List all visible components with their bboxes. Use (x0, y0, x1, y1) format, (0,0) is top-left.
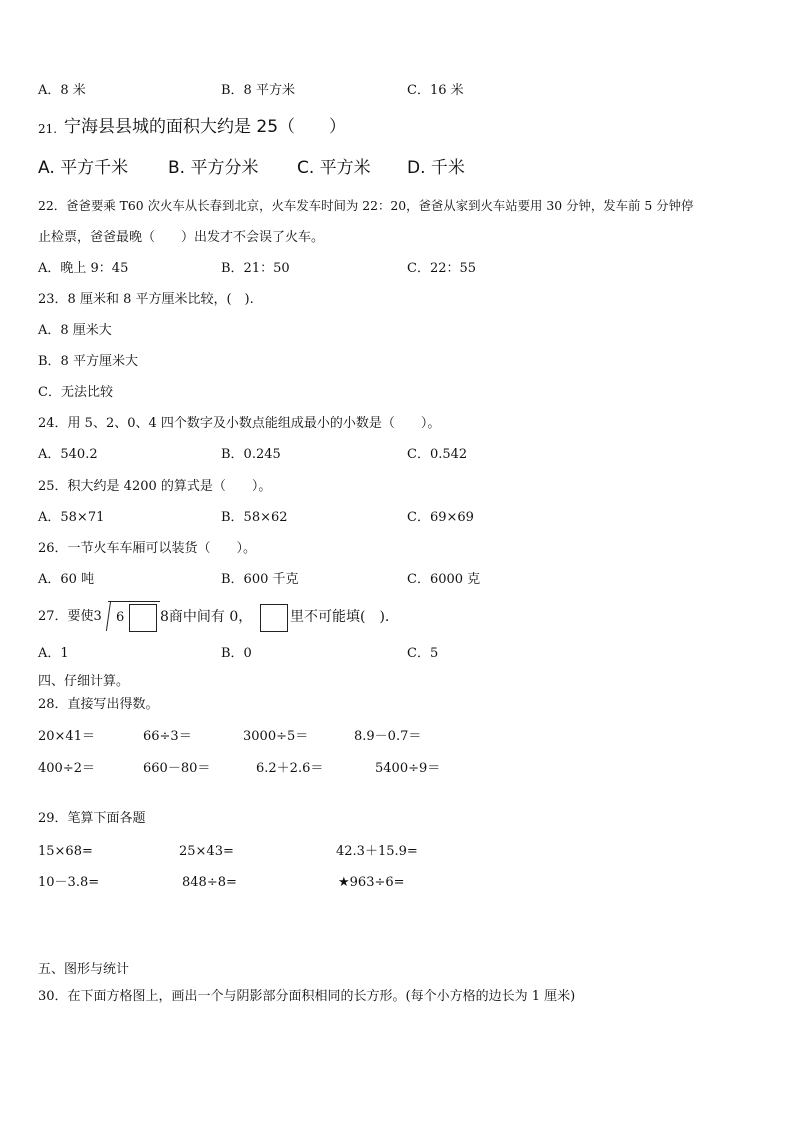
q29-r1-c2: 25×43= (179, 844, 234, 859)
q28-r1-c3: 3000÷5＝ (243, 729, 309, 744)
q21-option-b: B. 平方分米 (168, 158, 259, 178)
q29-stem: 29．笔算下面各题 (38, 811, 146, 826)
q21-option-d: D. 千米 (407, 158, 465, 178)
q28-stem: 28．直接写出得数。 (38, 697, 159, 712)
q28-r1-c2: 66÷3＝ (143, 729, 192, 744)
q30-stem: 30．在下面方格图上，画出一个与阴影部分面积相同的长方形。(每个小方格的边长为 1 厘米) (38, 989, 576, 1004)
q28-r2-c1: 400÷2＝ (38, 761, 95, 776)
q21-number: 21. (38, 122, 58, 136)
q28-r1-c4: 8.9－0.7＝ (354, 729, 422, 744)
division-bracket (106, 601, 111, 631)
q21-option-a: A. 平方千米 (38, 158, 129, 178)
q25-stem: 25．积大约是 4200 的算式是（ ）。 (38, 479, 272, 494)
q28-r2-c3: 6.2＋2.6＝ (256, 761, 324, 776)
q28-r2-c2: 660－80＝ (143, 761, 211, 776)
q29-r2-c1: 10－3.8= (38, 875, 100, 890)
q28-r2-c4: 5400÷9＝ (375, 761, 441, 776)
q27-prefix: 27．要使3 (38, 609, 102, 624)
section-5-heading: 五、图形与统计 (38, 962, 130, 977)
q20-option-a: A．8 米 (38, 83, 86, 98)
q25-option-b: B．58×62 (221, 510, 288, 525)
q20-option-b: B．8 平方米 (221, 83, 295, 98)
q21-stem: 宁海县县城的面积大约是 25（ ） (64, 117, 347, 137)
division-bar (108, 601, 160, 602)
q22-option-b: B．21：50 (221, 261, 290, 276)
q26-option-c: C．6000 克 (407, 572, 481, 587)
q20-option-c: C．16 米 (407, 83, 464, 98)
q25-option-c: C．69×69 (407, 510, 474, 525)
q27-option-c: C．5 (407, 646, 439, 661)
q26-option-b: B．600 千克 (221, 572, 299, 587)
q27-blank-box-2[interactable] (260, 604, 288, 632)
q24-stem: 24．用 5、2、0、4 四个数字及小数点能组成最小的小数是（ ）。 (38, 416, 441, 431)
q23-option-a: A．8 厘米大 (38, 323, 112, 338)
q27-middle-text: 8商中间有 0， (160, 609, 253, 625)
q26-option-a: A．60 吨 (38, 572, 95, 587)
q21-option-c: C. 平方米 (297, 158, 371, 178)
q25-option-a: A．58×71 (38, 510, 105, 525)
q27-suffix: 里不可能填( ). (290, 609, 390, 625)
q24-option-a: A．540.2 (38, 447, 98, 462)
q22-stem-line2: 止检票，爸爸最晚（ ）出发才不会误了火车。 (38, 230, 325, 245)
q27-option-a: A．1 (38, 646, 69, 661)
q22-option-c: C．22：55 (407, 261, 477, 276)
q23-stem: 23．8 厘米和 8 平方厘米比较，( ). (38, 292, 254, 307)
q28-r1-c1: 20×41＝ (38, 729, 95, 744)
q24-option-b: B．0.245 (221, 447, 281, 462)
q27-dividend-digit: 6 (116, 610, 125, 625)
q29-r2-c2: 848÷8= (182, 875, 237, 890)
q26-stem: 26．一节火车车厢可以装货（ ）。 (38, 541, 257, 556)
q29-r1-c3: 42.3＋15.9= (336, 844, 418, 859)
q29-r1-c1: 15×68= (38, 844, 93, 859)
q22-stem-line1: 22．爸爸要乘 T60 次火车从长春到北京，火车发车时间为 22：20，爸爸从家到火车站要用 30 分钟，发车前 5 分钟停 (38, 198, 694, 213)
q27-option-b: B．0 (221, 646, 252, 661)
q23-option-c: C．无法比较 (38, 385, 113, 400)
q23-option-b: B．8 平方厘米大 (38, 354, 138, 369)
q29-r2-c3: ★963÷6= (338, 875, 405, 890)
section-4-heading: 四、仔细计算。 (38, 674, 130, 689)
q22-option-a: A．晚上 9：45 (38, 261, 129, 276)
q24-option-c: C．0.542 (407, 447, 468, 462)
q27-blank-box-1[interactable] (129, 604, 157, 632)
